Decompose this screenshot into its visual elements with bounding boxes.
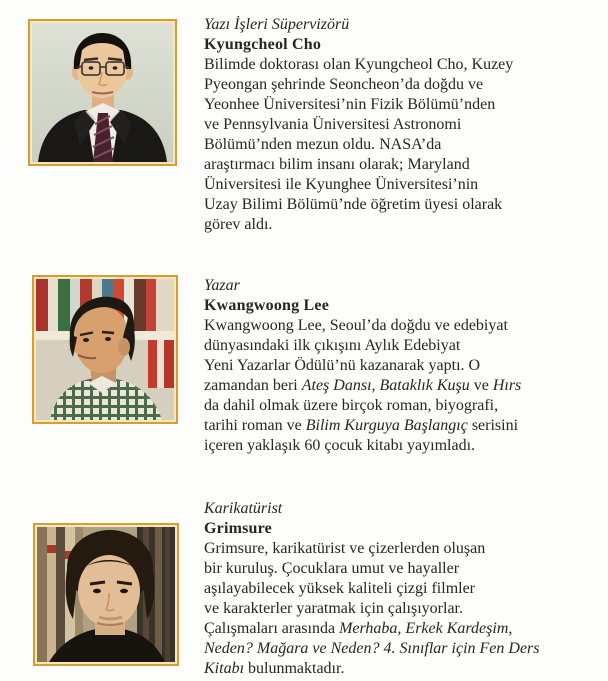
kyungcheol-cho-portrait-illustration xyxy=(32,23,173,162)
bio-role: Yazı İşleri Süpervizörü xyxy=(204,16,350,33)
bio-name: Kyungcheol Cho xyxy=(204,36,322,53)
photo-kwangwoong-lee xyxy=(32,275,178,424)
bio-description xyxy=(204,55,513,235)
bio-description xyxy=(204,316,521,456)
bio-text-line: görev aldı. xyxy=(204,216,273,233)
bio-text-line: içeren yaklaşık 60 çocuk kitabı yayımladı. xyxy=(204,437,476,454)
bio-text-line: Bilimde doktorası olan Kyungcheol Cho, Kuzey xyxy=(204,56,514,73)
bio-text-line: zamandan beri Ateş Dansı, Bataklık Kuşu ve Hırs xyxy=(204,377,522,394)
bio-text-line: Neden? Mağara ve Neden? 4. Sınıflar için Fen Ders xyxy=(204,640,540,657)
bio-text-line: Yeni Yazarlar Ödülü’nü kazanarak yaptı. O xyxy=(204,357,481,374)
bio-text-line: aşılayabilecek yüksek kaliteli çizgi filmler xyxy=(204,580,476,597)
bio-text-line: Kwangwoong Lee, Seoul’da doğdu ve edebiyat xyxy=(204,317,508,334)
bio-text-line: Üniversitesi ile Kyunghee Üniversitesi’nin xyxy=(204,176,479,193)
bio-text-line: ve Pennsylvania Üniversitesi Astronomi xyxy=(204,116,462,133)
bio-text-line: tarihi roman ve Bilim Kurguya Başlangıç serisini xyxy=(204,417,519,434)
bio-section-grimsure xyxy=(204,499,540,679)
bio-role: Yazar xyxy=(204,277,240,294)
photo-grimsure xyxy=(33,523,179,666)
bio-text-line: Uzay Bilimi Bölümü’nde öğretim üyesi olarak xyxy=(204,196,503,213)
photo-kyungcheol-cho xyxy=(28,19,177,166)
bio-text-line: ve karakterler yaratmak için çalışıyorlar. xyxy=(204,600,463,617)
bio-role: Karikatürist xyxy=(204,500,283,517)
bio-text-line: Bölümü’nden mezun oldu. NASA’da xyxy=(204,136,442,153)
bio-text-line: araştırmacı bilim insanı olarak; Maryland xyxy=(204,156,470,173)
kwangwoong-lee-portrait-illustration xyxy=(36,279,174,420)
bio-description xyxy=(204,539,540,679)
bio-text-line: Yeonhee Üniversitesi’nin Fizik Bölümü’nden xyxy=(204,96,496,113)
bio-text-line: Pyeongan şehrinde Seoncheon’da doğdu ve xyxy=(204,76,484,93)
bio-section-kyungcheol-cho xyxy=(204,15,513,235)
bio-text-line: Grimsure, karikatürist ve çizerlerden oluşan xyxy=(204,540,486,557)
bio-section-kwangwoong-lee xyxy=(204,276,521,456)
bio-name: Grimsure xyxy=(204,520,272,537)
bio-text-line: da dahil olmak üzere birçok roman, biyografi, xyxy=(204,397,499,414)
bio-text-line: Kitabı bulunmaktadır. xyxy=(204,660,345,677)
bio-text-line: dünyasındaki ilk çıkışını Aylık Edebiyat xyxy=(204,337,461,354)
grimsure-portrait-illustration xyxy=(37,527,175,662)
bio-text-line: bir kuruluş. Çocuklara umut ve hayaller xyxy=(204,560,460,577)
bio-text-line: Çalışmaları arasında Merhaba, Erkek Kardeşim, xyxy=(204,620,513,637)
bio-name: Kwangwoong Lee xyxy=(204,297,330,314)
